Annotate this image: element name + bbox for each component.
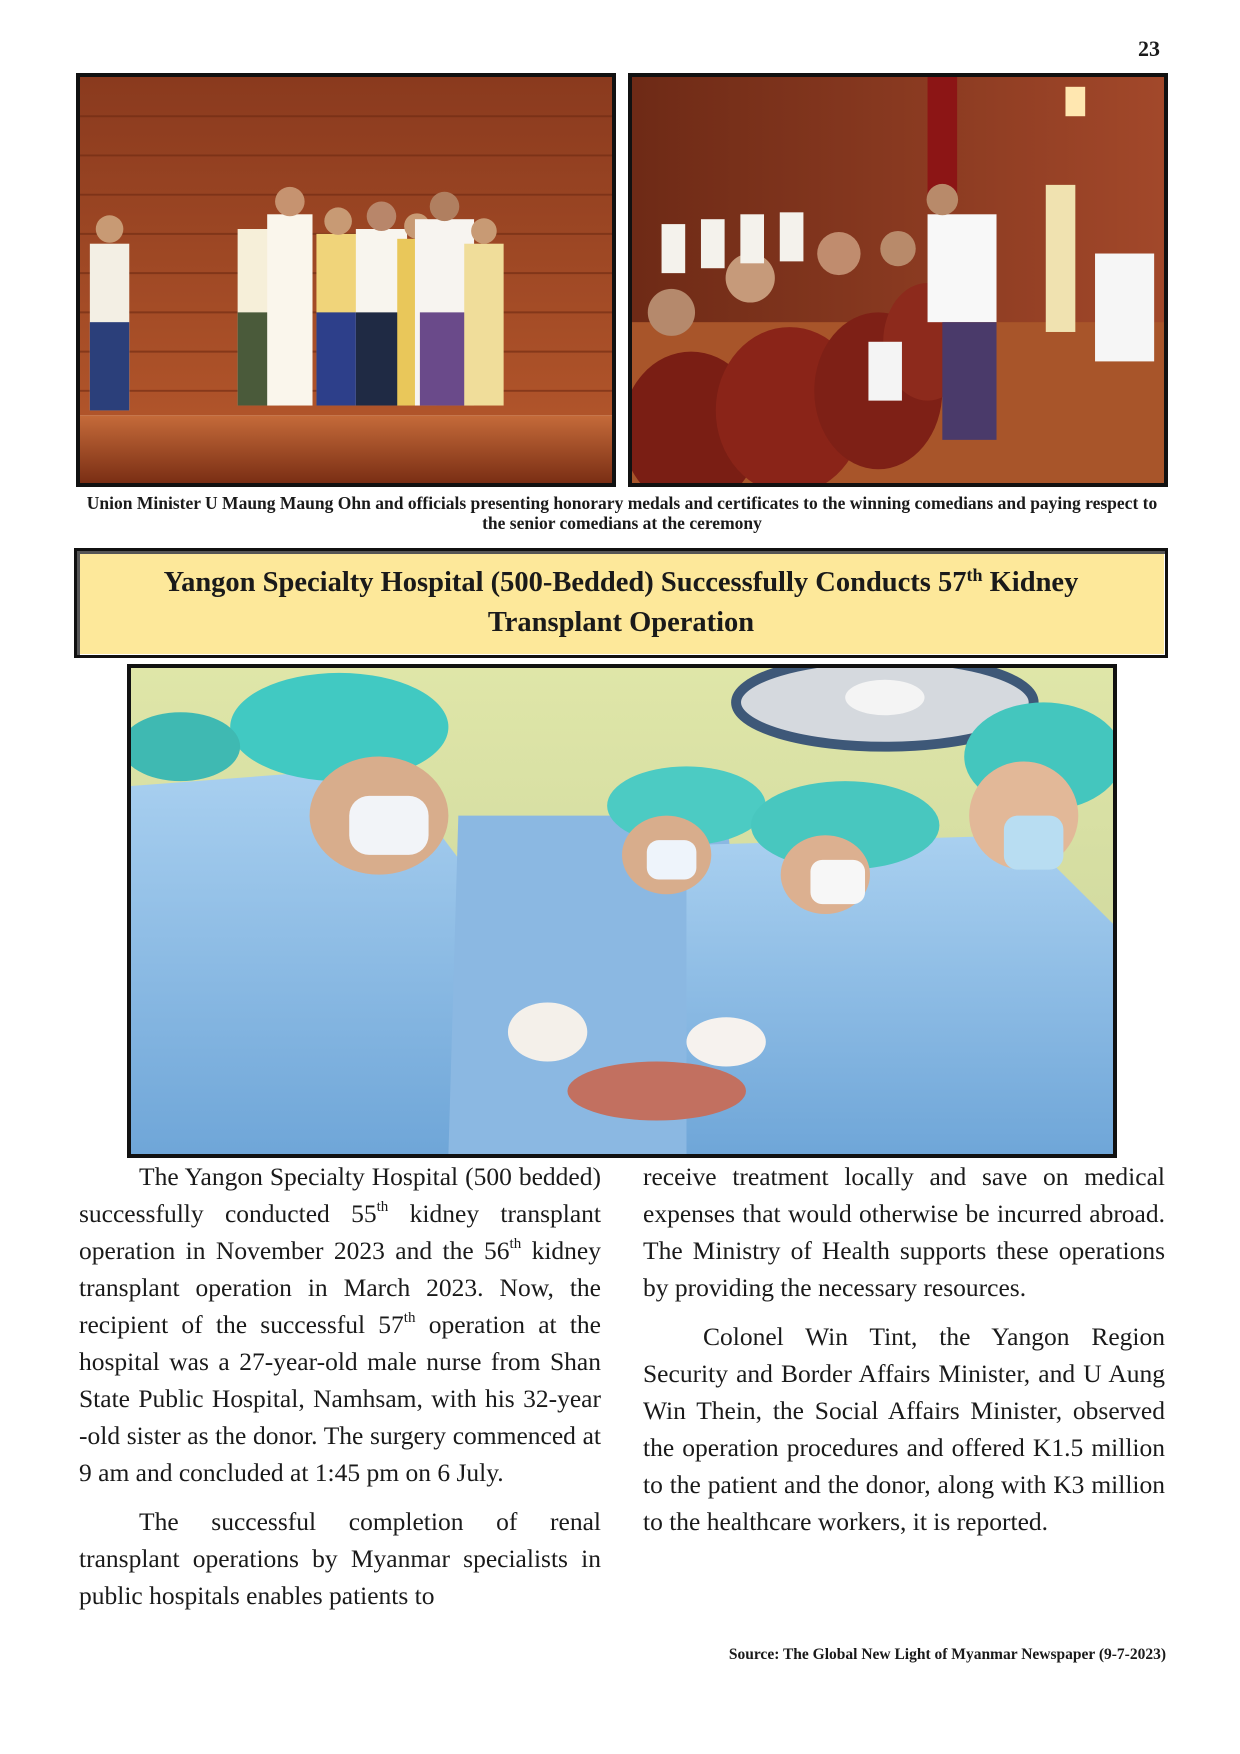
ceremony-audience-image — [632, 77, 1164, 483]
article-column-right — [643, 1158, 1165, 1552]
surgery-photo — [127, 664, 1117, 1158]
p1-text-a: The Yangon Specialty Hospital (500 bedded) successfully conducted 55 — [79, 1162, 601, 1228]
p1-sup-a: th — [376, 1199, 389, 1215]
p1-text-b: kidney transplant operation in November 2023 and the 56 — [79, 1199, 601, 1265]
headline-part1: Yangon Specialty Hospital (500-Bedded) Successfully Conducts 57 — [163, 567, 967, 598]
photo-caption: Union Minister U Maung Maung Ohn and officials presenting honorary medals and certificates to the winning comedians and paying respect to the senior comedians at the ceremony — [86, 493, 1158, 533]
article-source: Source: The Global New Light of Myanmar Newspaper (9-7-2023) — [728, 1646, 1166, 1663]
headline-text — [107, 563, 1135, 643]
ceremony-stage-image — [80, 77, 612, 483]
article-paragraph-2-cont: receive treatment locally and save on medical expenses that would otherwise be incurred abroad. The Ministry of Health supports these operations by providing the necessary resources. — [643, 1162, 1165, 1302]
article-paragraph-3: Colonel Win Tint, the Yangon Region Security and Border Affairs Minister, and U Aung Win Thein, the Social Affairs Minister, observed the operation procedures and offered K1.5 million to the patient and the donor, along with K3 million to the healthcare workers, it is reported. — [643, 1322, 1165, 1536]
page-number: 23 — [1138, 36, 1160, 61]
headline-sup: th — [966, 565, 983, 585]
article-paragraph-1 — [79, 1158, 601, 1491]
headline-part2: Kidney Transplant Operation — [487, 567, 1079, 638]
ceremony-audience-photo — [628, 73, 1168, 487]
article-paragraph-2-start: The successful completion of renal transplant operations by Myanmar specialists in public hospitals enables patients to — [79, 1507, 601, 1610]
p1-sup-b: th — [509, 1236, 522, 1252]
p1-text-c: kidney transplant operation in March 2023. Now, the recipient of the successful 57 — [79, 1236, 602, 1339]
p1-text-d: operation at the hospital was a 27-year-old male nurse from Shan State Public Hospital, Namhsam, with his 32-year -old sister as the donor. The surgery commenced at 9 am and concluded at 1:45 pm on 6 July. — [79, 1310, 601, 1487]
article-column-left — [79, 1158, 601, 1626]
p1-sup-c: th — [403, 1310, 416, 1326]
surgery-image — [131, 668, 1113, 1154]
ceremony-stage-photo — [76, 73, 616, 487]
article-headline — [74, 548, 1168, 658]
